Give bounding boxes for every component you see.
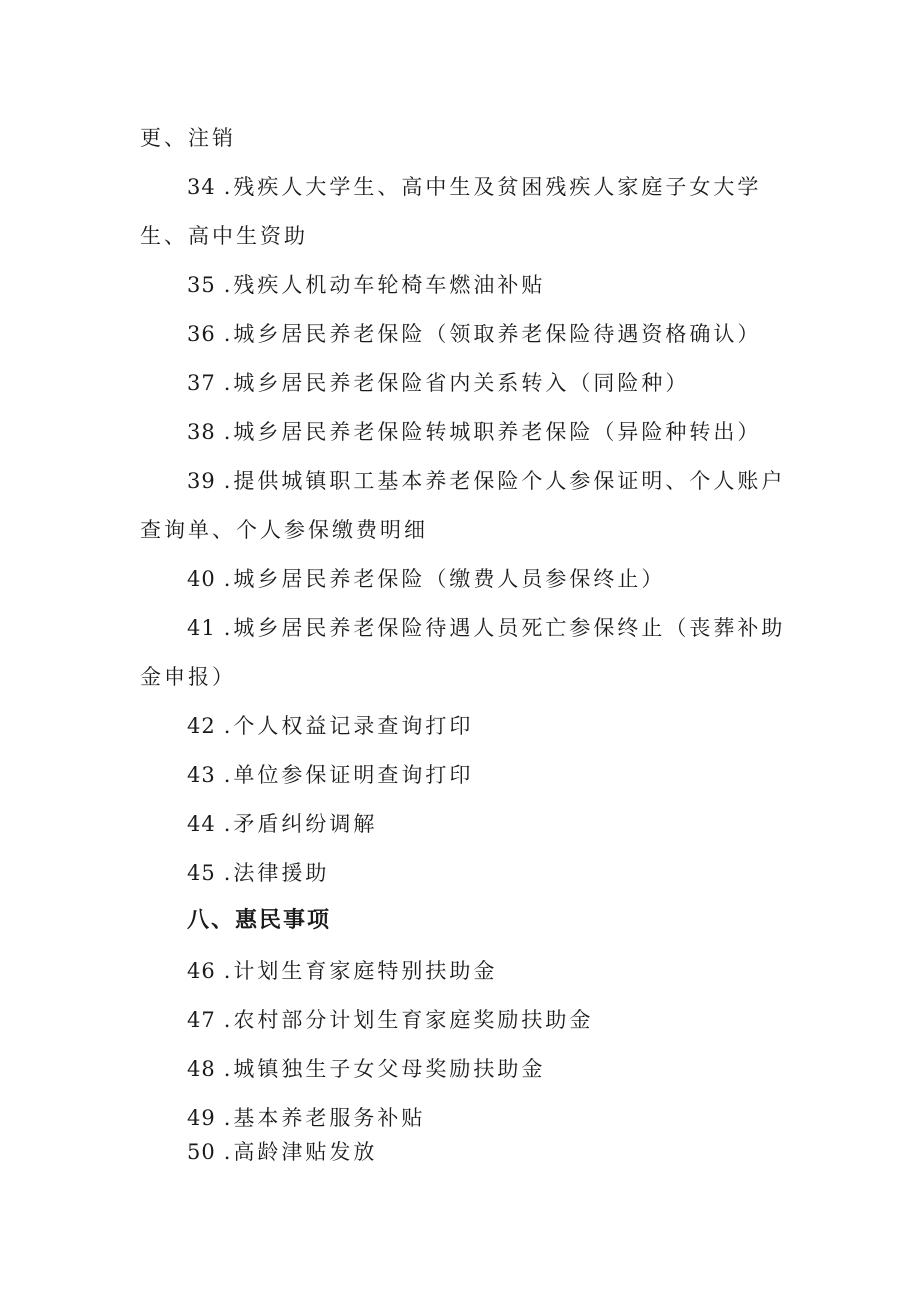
item-text: .残疾人大学生、高中生及贫困残疾人家庭子女大学 <box>223 175 762 199</box>
item-number: 50 <box>187 1140 216 1164</box>
item-text: .单位参保证明查询打印 <box>223 763 474 787</box>
item-text: .提供城镇职工基本养老保险个人参保证明、个人账户 <box>223 469 786 493</box>
list-item-42 <box>187 711 473 741</box>
item-text: .城镇独生子女父母奖励扶助金 <box>223 1057 546 1081</box>
list-item-37 <box>187 368 689 398</box>
list-item-48 <box>187 1054 545 1084</box>
list-item-47 <box>187 1005 593 1035</box>
item-text: .基本养老服务补贴 <box>223 1106 426 1130</box>
item-text: .计划生育家庭特别扶助金 <box>223 959 498 983</box>
item-number: 35 <box>187 273 216 297</box>
item-number: 45 <box>187 861 216 885</box>
item-text: .个人权益记录查询打印 <box>223 714 474 738</box>
list-item-41 <box>187 613 785 643</box>
item-text: .城乡居民养老保险（领取养老保险待遇资格确认） <box>223 322 762 346</box>
line-text: 更、注销 <box>140 126 236 150</box>
list-item-44 <box>187 809 377 839</box>
list-item-45 <box>187 858 329 888</box>
item-number: 44 <box>187 812 216 836</box>
item-number: 34 <box>187 175 216 199</box>
list-item-39-continuation <box>140 515 428 545</box>
section-heading-8 <box>187 906 331 936</box>
list-item-49 <box>187 1103 425 1133</box>
item-number: 37 <box>187 371 216 395</box>
item-text: .法律援助 <box>223 861 330 885</box>
item-text: 金申报） <box>140 665 236 689</box>
item-text: 查询单、个人参保缴费明细 <box>140 518 428 542</box>
text-line-continuation <box>140 123 236 153</box>
item-text: .农村部分计划生育家庭奖励扶助金 <box>223 1008 594 1032</box>
item-number: 41 <box>187 616 216 640</box>
list-item-34-continuation <box>140 221 308 251</box>
list-item-38 <box>187 417 761 447</box>
item-number: 39 <box>187 469 216 493</box>
list-item-35 <box>187 270 545 300</box>
list-item-34 <box>187 172 761 202</box>
item-text: .城乡居民养老保险待遇人员死亡参保终止（丧葬补助 <box>223 616 786 640</box>
item-text: 生、高中生资助 <box>140 224 308 248</box>
item-text: .残疾人机动车轮椅车燃油补贴 <box>223 273 546 297</box>
heading-text: 八、惠民事项 <box>187 908 332 933</box>
item-number: 38 <box>187 420 216 444</box>
item-number: 36 <box>187 322 216 346</box>
item-number: 42 <box>187 714 216 738</box>
item-number: 49 <box>187 1106 216 1130</box>
item-text: .高龄津贴发放 <box>223 1140 378 1164</box>
item-text: .城乡居民养老保险（缴费人员参保终止） <box>223 567 666 591</box>
list-item-41-continuation <box>140 662 236 692</box>
item-number: 48 <box>187 1057 216 1081</box>
list-item-36 <box>187 319 761 349</box>
item-number: 40 <box>187 567 216 591</box>
list-item-43 <box>187 760 473 790</box>
list-item-40 <box>187 564 665 594</box>
item-number: 46 <box>187 959 216 983</box>
item-number: 47 <box>187 1008 216 1032</box>
list-item-50 <box>187 1137 377 1167</box>
item-text: .城乡居民养老保险转城职养老保险（异险种转出） <box>223 420 762 444</box>
item-number: 43 <box>187 763 216 787</box>
list-item-39 <box>187 466 785 496</box>
item-text: .矛盾纠纷调解 <box>223 812 378 836</box>
item-text: .城乡居民养老保险省内关系转入（同险种） <box>223 371 690 395</box>
list-item-46 <box>187 956 497 986</box>
